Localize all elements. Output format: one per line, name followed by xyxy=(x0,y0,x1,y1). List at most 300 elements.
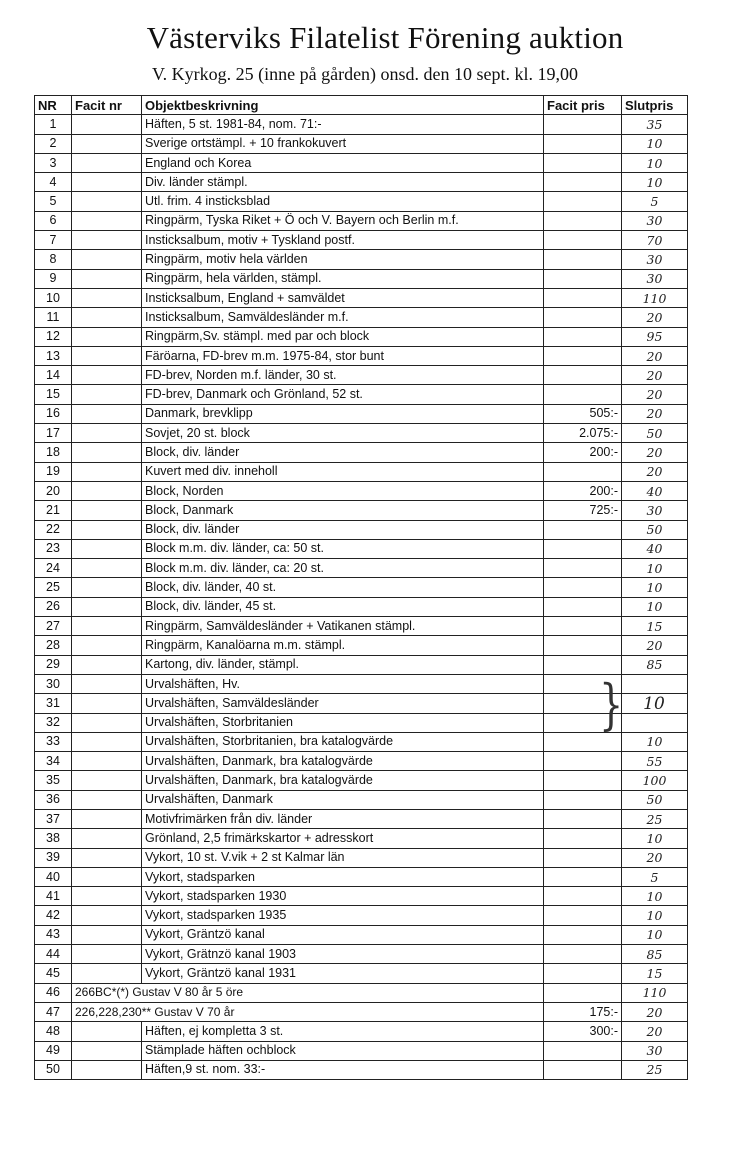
cell-slutpris: 20 xyxy=(622,366,688,385)
cell-objektbeskrivning: Ringpärm, Kanalöarna m.m. stämpl. xyxy=(142,636,544,655)
table-row xyxy=(35,443,688,462)
cell-facit-pris xyxy=(544,964,622,983)
cell-objektbeskrivning: FD-brev, Danmark och Grönland, 52 st. xyxy=(142,385,544,404)
cell-facit-nr xyxy=(72,462,142,481)
page-subtitle: V. Kyrkog. 25 (inne på gården) onsd. den 10 sept. kl. 19,00 xyxy=(151,64,579,84)
cell-nr: 13 xyxy=(35,346,72,365)
cell-facit-pris: 505:- xyxy=(544,404,622,423)
cell-objektbeskrivning: Häften,9 st. nom. 33:- xyxy=(142,1060,544,1079)
cell-facit-pris xyxy=(544,655,622,674)
grouping-brace: } xyxy=(599,673,624,736)
cell-objektbeskrivning: Insticksalbum, Samväldesländer m.f. xyxy=(142,308,544,327)
cell-nr: 14 xyxy=(35,366,72,385)
table-row xyxy=(35,887,688,906)
cell-facit-pris xyxy=(544,288,622,307)
table-row xyxy=(35,983,688,1002)
cell-nr: 23 xyxy=(35,539,72,558)
cell-nr: 7 xyxy=(35,231,72,250)
cell-objektbeskrivning: Sverige ortstämpl. + 10 frankokuvert xyxy=(142,134,544,153)
table-row xyxy=(35,231,688,250)
table-row xyxy=(35,173,688,192)
cell-nr: 28 xyxy=(35,636,72,655)
cell-slutpris: 10 xyxy=(622,829,688,848)
cell-facit-nr xyxy=(72,385,142,404)
cell-objektbeskrivning: Kartong, div. länder, stämpl. xyxy=(142,655,544,674)
cell-facit-nr xyxy=(72,520,142,539)
cell-slutpris: 20 xyxy=(622,346,688,365)
cell-slutpris: 10 xyxy=(622,887,688,906)
table-row xyxy=(35,964,688,983)
cell-facit-nr xyxy=(72,288,142,307)
cell-nr: 47 xyxy=(35,1002,72,1021)
table-row xyxy=(35,809,688,828)
cell-objektbeskrivning: Danmark, brevklipp xyxy=(142,404,544,423)
table-row xyxy=(35,848,688,867)
cell-nr: 17 xyxy=(35,424,72,443)
cell-slutpris: 40 xyxy=(622,481,688,500)
table-row xyxy=(35,597,688,616)
cell-objektbeskrivning: Urvalshäften, Samväldesländer xyxy=(142,694,544,713)
cell-facit-nr xyxy=(72,578,142,597)
cell-facit-nr xyxy=(72,945,142,964)
cell-nr: 5 xyxy=(35,192,72,211)
cell-facit-nr xyxy=(72,424,142,443)
grouped-slutpris: 10 xyxy=(643,694,665,714)
cell-slutpris: 35 xyxy=(622,115,688,134)
cell-facit-nr xyxy=(72,539,142,558)
cell-objektbeskrivning: Färöarna, FD-brev m.m. 1975-84, stor bunt xyxy=(142,346,544,365)
cell-facit-nr xyxy=(72,481,142,500)
cell-slutpris: 5 xyxy=(622,192,688,211)
table-row xyxy=(35,1022,688,1041)
table-row xyxy=(35,269,688,288)
cell-facit-pris xyxy=(544,1060,622,1079)
cell-slutpris: 15 xyxy=(622,617,688,636)
cell-facit-pris xyxy=(544,945,622,964)
cell-objektbeskrivning: Häften, 5 st. 1981-84, nom. 71:- xyxy=(142,115,544,134)
cell-slutpris: 20 xyxy=(622,636,688,655)
cell-objektbeskrivning: Ringpärm, motiv hela världen xyxy=(142,250,544,269)
cell-facit-nr xyxy=(72,346,142,365)
cell-objektbeskrivning: Utl. frim. 4 insticksblad xyxy=(142,192,544,211)
cell-nr: 2 xyxy=(35,134,72,153)
cell-facit-pris xyxy=(544,173,622,192)
cell-slutpris: 20 xyxy=(622,462,688,481)
cell-objektbeskrivning: Ringpärm,Sv. stämpl. med par och block xyxy=(142,327,544,346)
cell-facit-pris xyxy=(544,925,622,944)
cell-slutpris: 25 xyxy=(622,809,688,828)
cell-objektbeskrivning: Stämplade häften ochblock xyxy=(142,1041,544,1060)
cell-nr: 40 xyxy=(35,867,72,886)
table-row xyxy=(35,674,688,693)
cell-nr: 34 xyxy=(35,752,72,771)
cell-nr: 22 xyxy=(35,520,72,539)
cell-objektbeskrivning: Urvalshäften, Danmark, bra katalogvärde xyxy=(142,771,544,790)
cell-nr: 41 xyxy=(35,887,72,906)
cell-facit-nr xyxy=(72,308,142,327)
cell-facit-pris xyxy=(544,211,622,230)
cell-facit-nr xyxy=(72,655,142,674)
cell-slutpris: 85 xyxy=(622,945,688,964)
cell-slutpris xyxy=(622,674,688,693)
cell-facit-nr xyxy=(72,366,142,385)
cell-nr: 8 xyxy=(35,250,72,269)
table-row xyxy=(35,771,688,790)
cell-facit-pris xyxy=(544,462,622,481)
cell-facit-nr xyxy=(72,636,142,655)
cell-facit-nr xyxy=(72,443,142,462)
cell-objektbeskrivning: Ringpärm, Samväldesländer + Vatikanen stämpl. xyxy=(142,617,544,636)
cell-objektbeskrivning: England och Korea xyxy=(142,153,544,172)
cell-facit-nr xyxy=(72,211,142,230)
cell-nr: 10 xyxy=(35,288,72,307)
cell-slutpris: 10 xyxy=(622,578,688,597)
cell-slutpris: 30 xyxy=(622,269,688,288)
table-row xyxy=(35,539,688,558)
cell-objektbeskrivning: Block, div. länder xyxy=(142,520,544,539)
cell-slutpris: 95 xyxy=(622,327,688,346)
column-header-objektbeskrivning: Objektbeskrivning xyxy=(142,96,544,115)
cell-facit-nr xyxy=(72,173,142,192)
cell-objektbeskrivning: Block, Danmark xyxy=(142,501,544,520)
table-header-row xyxy=(35,96,688,115)
cell-facit-nr xyxy=(72,250,142,269)
cell-facit-nr xyxy=(72,617,142,636)
table-row xyxy=(35,790,688,809)
cell-facit-pris xyxy=(544,346,622,365)
cell-facit-nr xyxy=(72,790,142,809)
cell-nr: 29 xyxy=(35,655,72,674)
cell-objektbeskrivning: Motivfrimärken från div. länder xyxy=(142,809,544,828)
cell-objektbeskrivning: Urvalshäften, Danmark, bra katalogvärde xyxy=(142,752,544,771)
cell-nr: 6 xyxy=(35,211,72,230)
cell-facit-nr xyxy=(72,1041,142,1060)
cell-objektbeskrivning: Vykort, stadsparken 1935 xyxy=(142,906,544,925)
cell-nr: 46 xyxy=(35,983,72,1002)
table-row xyxy=(35,906,688,925)
cell-slutpris: 20 xyxy=(622,848,688,867)
cell-objektbeskrivning: Urvalshäften, Danmark xyxy=(142,790,544,809)
cell-objektbeskrivning: Ringpärm, hela världen, stämpl. xyxy=(142,269,544,288)
cell-slutpris: 30 xyxy=(622,501,688,520)
cell-nr: 31 xyxy=(35,694,72,713)
cell-slutpris: 10 xyxy=(622,597,688,616)
cell-facit-nr xyxy=(72,674,142,693)
cell-objektbeskrivning: Block m.m. div. länder, ca: 20 st. xyxy=(142,559,544,578)
cell-objektbeskrivning: Block m.m. div. länder, ca: 50 st. xyxy=(142,539,544,558)
cell-objektbeskrivning: Häften, ej kompletta 3 st. xyxy=(142,1022,544,1041)
cell-slutpris: 20 xyxy=(622,385,688,404)
cell-facit-pris xyxy=(544,578,622,597)
cell-objektbeskrivning: Insticksalbum, motiv + Tyskland postf. xyxy=(142,231,544,250)
cell-nr: 35 xyxy=(35,771,72,790)
cell-facit-nr xyxy=(72,153,142,172)
cell-facit-pris xyxy=(544,906,622,925)
cell-nr: 43 xyxy=(35,925,72,944)
cell-objektbeskrivning: Insticksalbum, England + samväldet xyxy=(142,288,544,307)
table-row xyxy=(35,134,688,153)
cell-objektbeskrivning: Div. länder stämpl. xyxy=(142,173,544,192)
cell-slutpris: 15 xyxy=(622,964,688,983)
cell-facit-nr xyxy=(72,269,142,288)
cell-facit-nr xyxy=(72,771,142,790)
cell-nr: 9 xyxy=(35,269,72,288)
table-row xyxy=(35,308,688,327)
cell-facit-pris xyxy=(544,231,622,250)
cell-facit-nr xyxy=(72,192,142,211)
cell-facit-pris xyxy=(544,617,622,636)
cell-slutpris: 50 xyxy=(622,424,688,443)
cell-objektbeskrivning: Sovjet, 20 st. block xyxy=(142,424,544,443)
cell-facit-pris xyxy=(544,250,622,269)
cell-facit-pris xyxy=(544,597,622,616)
cell-nr: 19 xyxy=(35,462,72,481)
cell-facit-pris xyxy=(544,790,622,809)
cell-facit-nr xyxy=(72,867,142,886)
table-row xyxy=(35,945,688,964)
cell-nr: 24 xyxy=(35,559,72,578)
cell-nr: 37 xyxy=(35,809,72,828)
cell-nr: 4 xyxy=(35,173,72,192)
table-row xyxy=(35,752,688,771)
cell-slutpris: 50 xyxy=(622,790,688,809)
cell-facit-pris xyxy=(544,308,622,327)
cell-slutpris: 30 xyxy=(622,250,688,269)
cell-nr: 12 xyxy=(35,327,72,346)
cell-facit-pris xyxy=(544,366,622,385)
table-row xyxy=(35,829,688,848)
cell-slutpris: 70 xyxy=(622,231,688,250)
table-row xyxy=(35,288,688,307)
cell-slutpris: 20 xyxy=(622,443,688,462)
cell-facit-pris xyxy=(544,153,622,172)
cell-nr: 21 xyxy=(35,501,72,520)
table-row xyxy=(35,115,688,134)
cell-nr: 50 xyxy=(35,1060,72,1079)
cell-facit-nr xyxy=(72,732,142,751)
cell-slutpris: 30 xyxy=(622,1041,688,1060)
cell-slutpris: 5 xyxy=(622,867,688,886)
cell-nr: 42 xyxy=(35,906,72,925)
cell-objektbeskrivning: Block, div. länder, 40 st. xyxy=(142,578,544,597)
cell-facit-pris xyxy=(544,983,622,1002)
cell-nr: 49 xyxy=(35,1041,72,1060)
cell-facit-pris xyxy=(544,752,622,771)
page-title: Västerviks Filatelist Förening auktion xyxy=(146,20,624,55)
cell-slutpris: 10 xyxy=(622,134,688,153)
cell-nr: 26 xyxy=(35,597,72,616)
cell-slutpris: 110 xyxy=(622,288,688,307)
cell-nr: 25 xyxy=(35,578,72,597)
column-header-slutpris: Slutpris xyxy=(622,96,688,115)
cell-slutpris: 100 xyxy=(622,771,688,790)
table-row xyxy=(35,578,688,597)
table-row xyxy=(35,481,688,500)
cell-facit-pris xyxy=(544,829,622,848)
cell-facit-nr xyxy=(72,713,142,732)
cell-facit-pris xyxy=(544,636,622,655)
cell-nr: 36 xyxy=(35,790,72,809)
cell-facit-pris xyxy=(544,269,622,288)
cell-nr: 1 xyxy=(35,115,72,134)
cell-nr: 38 xyxy=(35,829,72,848)
auction-table xyxy=(34,95,688,1080)
cell-facit-nr xyxy=(72,925,142,944)
cell-objektbeskrivning: Urvalshäften, Storbritanien xyxy=(142,713,544,732)
column-header-nr: NR xyxy=(35,96,72,115)
cell-facit-nr xyxy=(72,964,142,983)
cell-nr: 27 xyxy=(35,617,72,636)
cell-objektbeskrivning: FD-brev, Norden m.f. länder, 30 st. xyxy=(142,366,544,385)
cell-objektbeskrivning: Vykort, stadsparken xyxy=(142,867,544,886)
cell-nr: 44 xyxy=(35,945,72,964)
cell-facit-pris xyxy=(544,539,622,558)
cell-slutpris: 10 xyxy=(622,732,688,751)
cell-nr: 30 xyxy=(35,674,72,693)
cell-slutpris: 10 xyxy=(622,906,688,925)
cell-facit-nr xyxy=(72,327,142,346)
cell-objektbeskrivning: Kuvert med div. inneholl xyxy=(142,462,544,481)
table-row xyxy=(35,346,688,365)
cell-slutpris: 20 xyxy=(622,308,688,327)
cell-nr: 20 xyxy=(35,481,72,500)
cell-slutpris: 25 xyxy=(622,1060,688,1079)
cell-facit-pris xyxy=(544,327,622,346)
table-row xyxy=(35,211,688,230)
cell-facit-nr xyxy=(72,752,142,771)
cell-objektbeskrivning: Vykort, 10 st. V.vik + 2 st Kalmar län xyxy=(142,848,544,867)
cell-facit-pris xyxy=(544,520,622,539)
table-row xyxy=(35,366,688,385)
column-header-facit-pris: Facit pris xyxy=(544,96,622,115)
cell-slutpris: 10 xyxy=(622,153,688,172)
table-row xyxy=(35,424,688,443)
cell-slutpris xyxy=(622,713,688,732)
cell-facit-pris xyxy=(544,771,622,790)
cell-nr: 18 xyxy=(35,443,72,462)
cell-nr: 48 xyxy=(35,1022,72,1041)
cell-facit-pris xyxy=(544,192,622,211)
cell-nr: 15 xyxy=(35,385,72,404)
cell-objektbeskrivning: Ringpärm, Tyska Riket + Ö och V. Bayern och Berlin m.f. xyxy=(142,211,544,230)
cell-objektbeskrivning: Vykort, Gräntzö kanal 1931 xyxy=(142,964,544,983)
cell-objektbeskrivning: Urvalshäften, Storbritanien, bra katalogvärde xyxy=(142,732,544,751)
cell-facit-nr xyxy=(72,694,142,713)
table-row xyxy=(35,250,688,269)
table-row xyxy=(35,732,688,751)
cell-facit-nr xyxy=(72,906,142,925)
cell-facit-pris xyxy=(544,867,622,886)
cell-slutpris: 20 xyxy=(622,1022,688,1041)
table-row xyxy=(35,713,688,732)
table-row xyxy=(35,1041,688,1060)
table-row xyxy=(35,867,688,886)
cell-facit-nr xyxy=(72,829,142,848)
cell-facit-nr xyxy=(72,501,142,520)
cell-facit-nr xyxy=(72,1060,142,1079)
table-row xyxy=(35,385,688,404)
cell-facit-pris xyxy=(544,559,622,578)
cell-slutpris: 85 xyxy=(622,655,688,674)
cell-facit-nr xyxy=(72,848,142,867)
cell-facit-pris xyxy=(544,848,622,867)
table-row xyxy=(35,192,688,211)
table-row xyxy=(35,559,688,578)
cell-facit-nr xyxy=(72,231,142,250)
table-row xyxy=(35,925,688,944)
table-row xyxy=(35,153,688,172)
cell-nr: 16 xyxy=(35,404,72,423)
cell-slutpris: 50 xyxy=(622,520,688,539)
cell-facit-nr xyxy=(72,887,142,906)
column-header-facit-nr: Facit nr xyxy=(72,96,142,115)
cell-facit-pris xyxy=(544,1041,622,1060)
cell-objektbeskrivning: Block, Norden xyxy=(142,481,544,500)
table-row xyxy=(35,327,688,346)
cell-objektbeskrivning: Vykort, Gräntzö kanal xyxy=(142,925,544,944)
cell-facit-pris xyxy=(544,385,622,404)
cell-slutpris: 10 xyxy=(622,173,688,192)
table-row xyxy=(35,520,688,539)
table-row xyxy=(35,655,688,674)
cell-facit-pris: 300:- xyxy=(544,1022,622,1041)
cell-facit-pris xyxy=(544,809,622,828)
cell-facit-nr xyxy=(72,134,142,153)
table-row xyxy=(35,694,688,713)
cell-objektbeskrivning: Urvalshäften, Hv. xyxy=(142,674,544,693)
cell-slutpris: 30 xyxy=(622,211,688,230)
cell-objektbeskrivning: Vykort, Grätnzö kanal 1903 xyxy=(142,945,544,964)
cell-facit-nr: 266BC*(*) Gustav V 80 år 5 öre xyxy=(72,983,544,1002)
cell-facit-pris: 175:- xyxy=(544,1002,622,1021)
cell-facit-pris: 2.075:- xyxy=(544,424,622,443)
cell-slutpris: 10 xyxy=(622,925,688,944)
cell-slutpris: 20 xyxy=(622,1002,688,1021)
cell-nr: 3 xyxy=(35,153,72,172)
cell-facit-pris: 200:- xyxy=(544,443,622,462)
cell-facit-nr xyxy=(72,559,142,578)
table-row xyxy=(35,1060,688,1079)
cell-facit-nr: 226,228,230** Gustav V 70 år xyxy=(72,1002,544,1021)
cell-slutpris: 40 xyxy=(622,539,688,558)
cell-slutpris: 20 xyxy=(622,404,688,423)
cell-facit-nr xyxy=(72,404,142,423)
cell-slutpris: 55 xyxy=(622,752,688,771)
cell-objektbeskrivning: Block, div. länder xyxy=(142,443,544,462)
cell-slutpris: 10 xyxy=(622,559,688,578)
cell-nr: 45 xyxy=(35,964,72,983)
cell-facit-pris: 200:- xyxy=(544,481,622,500)
cell-facit-pris xyxy=(544,887,622,906)
cell-facit-nr xyxy=(72,1022,142,1041)
cell-nr: 32 xyxy=(35,713,72,732)
cell-facit-pris: 725:- xyxy=(544,501,622,520)
cell-facit-pris xyxy=(544,115,622,134)
cell-facit-nr xyxy=(72,115,142,134)
cell-nr: 33 xyxy=(35,732,72,751)
table-row xyxy=(35,617,688,636)
cell-nr: 11 xyxy=(35,308,72,327)
table-body xyxy=(35,115,688,1080)
table-row xyxy=(35,501,688,520)
cell-objektbeskrivning: Grönland, 2,5 frimärkskartor + adresskort xyxy=(142,829,544,848)
cell-facit-nr xyxy=(72,809,142,828)
cell-objektbeskrivning: Vykort, stadsparken 1930 xyxy=(142,887,544,906)
cell-nr: 39 xyxy=(35,848,72,867)
table-row xyxy=(35,462,688,481)
cell-slutpris: 110 xyxy=(622,983,688,1002)
table-row xyxy=(35,404,688,423)
